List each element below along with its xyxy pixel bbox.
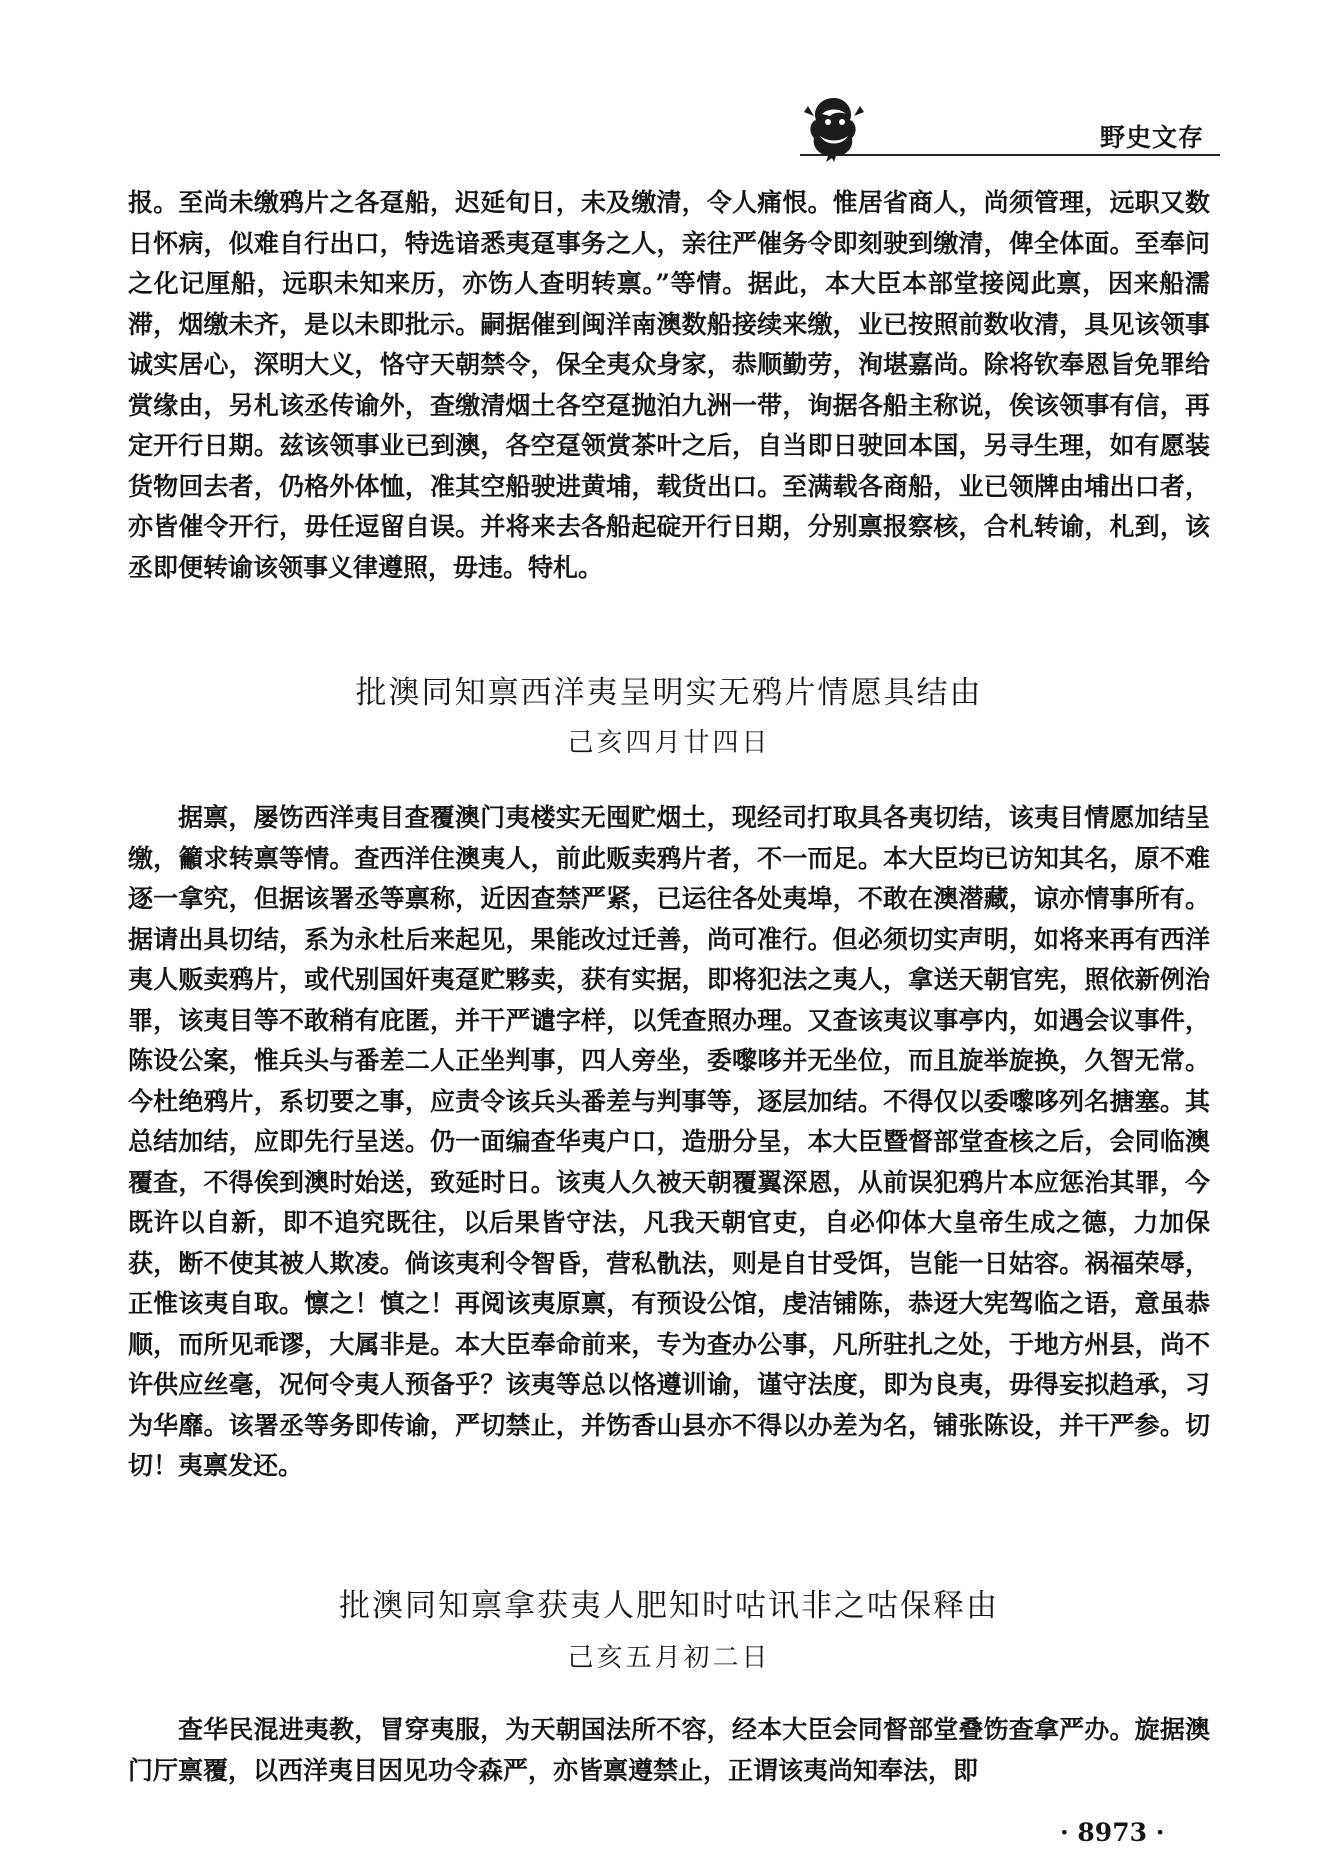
dragon-emblem-icon [800, 92, 868, 162]
running-header-title: 野史文存 [1100, 123, 1205, 152]
section-title-2: 批澳同知禀拿获夷人肥知时咕讯非之咕保释由 [339, 1588, 999, 1624]
page-number: · 8973 · [1060, 1818, 1165, 1847]
body-paragraph-3: 查华民混进夷教，冒穿夷服，为天朝国法所不容，经本大臣会同督部堂叠饬查拿严办。旋据澳门厅禀覆，以西洋夷目因见功令森严，亦皆禀遵禁止，正谓该夷尚知奉法，即 [128, 1715, 1210, 1785]
section-date-2: 己亥五月初二日 [567, 1643, 771, 1673]
section-date-1: 己亥四月廿四日 [567, 728, 771, 758]
header-divider [800, 154, 1220, 156]
body-paragraph-2: 据禀，屡饬西洋夷目查覆澳门夷楼实无囤贮烟土，现经司打取具各夷切结，该夷目情愿加结呈缴，籲求转禀等情。查西洋住澳夷人，前此贩卖鸦片者，不一而足。本大臣均已访知其名，原不难逐一拿究，但据该署丞等禀称，近因查禁严紧，已运往各处夷埠，不敢在澳潜藏，谅亦情事所有。据请出具切结，系为永杜后来起见，果能改过迁善，尚可准行。但必须切实声明，如将来再有西洋夷人贩卖鸦片，或代别国奸夷趸贮夥卖，获有实据，即将犯法之夷人，拿送天朝官宪，照依新例治罪，该夷目等不敢稍有庇匿，并干严谴字样，以凭查照办理。又查该夷议事亭内，如遇会议事件，陈设公案，惟兵头与番差二人正坐判事，四人旁坐，委嚟哆并无坐位，而且旋举旋换，久智无常。今杜绝鸦片，系切要之事，应责令该兵头番差与判事等，逐层加结。不得仅以委嚟哆列名搪塞。其总结加结，应即先行呈送。仍一面编查华夷户口，造册分呈，本大臣暨督部堂查核之后，会同临澳覆查，不得俟到澳时始送，致延时日。该夷人久被天朝覆翼深恩，从前误犯鸦片本应惩治其罪，今既许以自新，即不追究既往，以后果皆守法，凡我天朝官吏，自必仰体大皇帝生成之德，力加保获，断不使其被人欺凌。倘该夷利令智昏，营私骩法，则是自甘受饵，岂能一日姑容。祸福荣辱，正惟该夷自取。懔之！慎之！再阅该夷原禀，有预设公馆，虔洁铺陈，恭迓大宪驾临之语，意虽恭顺，而所见乖谬，大属非是。本大臣奉命前来，专为查办公事，凡所驻扎之处，于地方州县，尚不许供应丝毫，况何令夷人预备乎？该夷等总以恪遵训谕，谨守法度，即为良夷，毋得妄拟趋承，习为华靡。该署丞等务即传谕，严切禁止，并饬香山县亦不得以办差为名，铺张陈设，并干严参。切切！夷禀发还。 [128, 803, 1210, 1480]
body-paragraph-1: 报。至尚未缴鸦片之各趸船，迟延旬日，未及缴清，令人痛恨。惟居省商人，尚须管理，远职又数日怀病，似难自行出口，特选谙悉夷趸事务之人，亲往严催务令即刻驶到缴清，俾全体面。至奉问之化记厘船，远职未知来历，亦饬人查明转禀。”等情。据此，本大臣本部堂接阅此禀，因来船濡滞，烟缴未齐，是以未即批示。嗣据催到闽洋南澳数船接续来缴，业已按照前数收清，具见该领事诚实居心，深明大义，恪守天朝禁令，保全夷众身家，恭顺勤劳，洵堪嘉尚。除将钦奉恩旨免罪给赏缘由，另札该丞传谕外，查缴清烟土各空趸抛泊九洲一带，询据各船主称说，俟该领事有信，再定开行日期。兹该领事业已到澳，各空趸领赏茶叶之后，自当即日驶回本国，另寻生理，如有愿装货物回去者，仍格外体恤，准其空船驶进黄埔，载货出口。至满载各商船，业已领牌由埔出口者，亦皆催令开行，毋任逗留自误。并将来去各船起碇开行日期，分别禀报察核，合札转谕，札到，该丞即便转谕该领事义律遵照，毋违。特札。 [128, 188, 1210, 582]
section-title-1: 批澳同知禀西洋夷呈明实无鸦片情愿具结由 [355, 675, 983, 711]
